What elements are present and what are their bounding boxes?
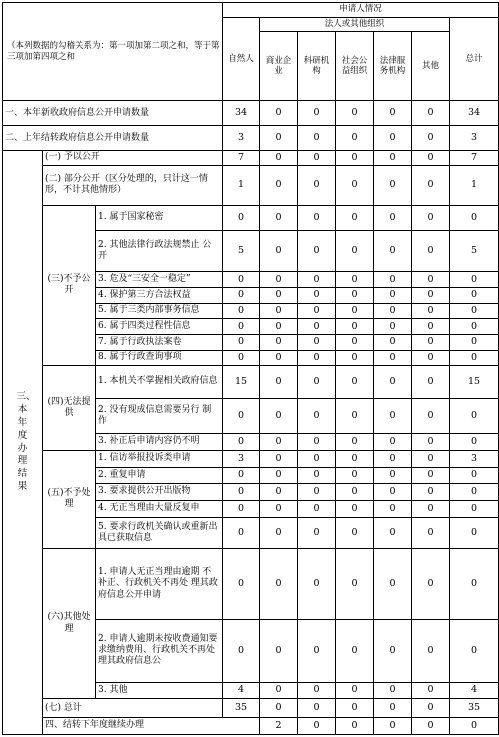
value-cell: 0 (298, 319, 336, 335)
value-cell: 0 (298, 350, 336, 366)
group-label: (四)无法提供 (43, 366, 96, 451)
value-cell: 0 (374, 718, 412, 735)
value-cell: 0 (260, 101, 298, 126)
value-cell: 0 (336, 350, 374, 366)
col-header-nonprofit: 社会公益组织 (336, 32, 374, 101)
value-cell: 0 (374, 101, 412, 126)
value-cell: 0 (450, 272, 499, 288)
value-cell: 0 (260, 619, 298, 682)
value-cell: 0 (223, 205, 260, 230)
value-cell: 0 (374, 398, 412, 434)
value-cell: 0 (260, 699, 298, 718)
value-cell: 0 (223, 287, 260, 303)
table-row (3, 205, 499, 230)
value-cell: 0 (298, 366, 336, 398)
value-cell: 0 (374, 517, 412, 548)
value-cell: 0 (412, 272, 450, 288)
table-row (3, 699, 499, 718)
value-cell: 0 (412, 287, 450, 303)
value-cell: 0 (450, 619, 499, 682)
row-label: 5. 要求行政机关确认或重新出具已获取信息 (96, 517, 223, 548)
value-cell: 0 (336, 398, 374, 434)
value-cell: 3 (450, 450, 499, 467)
value-cell: 1 (223, 165, 260, 205)
value-cell: 0 (412, 230, 450, 272)
value-cell: 0 (412, 303, 450, 319)
value-cell: 0 (260, 484, 298, 501)
value-cell: 0 (450, 319, 499, 335)
value-cell: 0 (412, 126, 450, 151)
value-cell: 0 (412, 434, 450, 451)
value-cell: 2 (260, 718, 298, 735)
value-cell: 0 (450, 398, 499, 434)
value-cell: 7 (450, 151, 499, 166)
row-label: 6. 属于四类过程性信息 (96, 319, 223, 335)
value-cell: 0 (223, 484, 260, 501)
value-cell: 0 (336, 699, 374, 718)
value-cell: 15 (223, 366, 260, 398)
value-cell: 0 (374, 319, 412, 335)
row-label: 3. 补正后申请内容仍不明 (96, 434, 223, 451)
value-cell: 0 (412, 517, 450, 548)
natural-person-header: 自然人 (223, 17, 260, 101)
value-cell: 0 (336, 101, 374, 126)
row-label: (二) 部分公开（区分处理的，只计这一情形，不计其他情形） (43, 165, 223, 205)
value-cell: 0 (374, 230, 412, 272)
value-cell: 0 (412, 205, 450, 230)
value-cell: 0 (298, 619, 336, 682)
value-cell: 0 (412, 718, 450, 735)
value-cell: 0 (298, 450, 336, 467)
table-row (3, 151, 499, 166)
row-label: 1. 本机关不掌握相关政府信息 (96, 366, 223, 398)
table-row (3, 450, 499, 467)
value-cell: 3 (223, 126, 260, 151)
col-header-research: 科研机构 (298, 32, 336, 101)
row-label: 3. 危及“三安全一稳定” (96, 272, 223, 288)
value-cell: 0 (336, 230, 374, 272)
value-cell: 0 (374, 450, 412, 467)
value-cell: 0 (450, 718, 499, 735)
group-label: (五)不予处理 (43, 450, 96, 548)
value-cell: 0 (412, 548, 450, 619)
group-label: (六)其他处理 (43, 548, 96, 698)
value-cell: 0 (412, 334, 450, 350)
value-cell: 0 (298, 334, 336, 350)
value-cell: 0 (260, 319, 298, 335)
value-cell: 0 (336, 450, 374, 467)
value-cell: 0 (336, 126, 374, 151)
value-cell: 0 (450, 548, 499, 619)
value-cell: 0 (336, 303, 374, 319)
row-label: 2. 没有现成信息需要另行 制作 (96, 398, 223, 434)
value-cell: 5 (450, 230, 499, 272)
value-cell: 0 (374, 467, 412, 484)
value-cell: 0 (260, 350, 298, 366)
value-cell: 0 (260, 548, 298, 619)
value-cell: 0 (298, 548, 336, 619)
value-cell: 0 (374, 699, 412, 718)
value-cell: 0 (412, 699, 450, 718)
value-cell: 0 (223, 272, 260, 288)
value-cell: 0 (412, 484, 450, 501)
value-cell: 0 (298, 467, 336, 484)
value-cell: 0 (336, 467, 374, 484)
table-row (3, 548, 499, 619)
col-header-business: 商业企业 (260, 32, 298, 101)
value-cell: 0 (260, 205, 298, 230)
table-row (3, 165, 499, 205)
value-cell: 0 (450, 484, 499, 501)
value-cell: 0 (260, 517, 298, 548)
value-cell: 34 (223, 101, 260, 126)
row-label: (七) 总计 (43, 699, 223, 718)
row-label: (一) 予以公开 (43, 151, 223, 166)
value-cell: 0 (412, 350, 450, 366)
value-cell: 1 (450, 165, 499, 205)
value-cell: 0 (374, 548, 412, 619)
value-cell: 7 (223, 151, 260, 166)
section-3-text: 三、本年度办理结果 (16, 391, 36, 493)
value-cell: 0 (298, 230, 336, 272)
value-cell: 0 (336, 434, 374, 451)
value-cell: 5 (223, 230, 260, 272)
table-row (3, 366, 499, 398)
value-cell: 0 (223, 517, 260, 548)
value-cell: 0 (298, 699, 336, 718)
value-cell: 0 (298, 682, 336, 699)
value-cell: 0 (223, 319, 260, 335)
value-cell: 0 (298, 398, 336, 434)
group-label: (三)不予公开 (43, 205, 96, 366)
value-cell: 0 (412, 619, 450, 682)
value-cell: 0 (336, 366, 374, 398)
value-cell: 0 (374, 165, 412, 205)
value-cell: 0 (336, 319, 374, 335)
value-cell: 0 (450, 500, 499, 517)
gov-info-disclosure-table (2, 2, 499, 735)
value-cell: 0 (298, 434, 336, 451)
row-label: 7. 属于行政执法案卷 (96, 334, 223, 350)
value-cell: 0 (336, 484, 374, 501)
row-label: 4. 无正当理由大量反复申 (96, 500, 223, 517)
value-cell: 0 (336, 287, 374, 303)
value-cell: 0 (412, 151, 450, 166)
value-cell: 0 (336, 272, 374, 288)
value-cell: 0 (374, 272, 412, 288)
value-cell: 0 (223, 467, 260, 484)
value-cell: 0 (374, 484, 412, 501)
value-cell: 4 (450, 682, 499, 699)
value-cell: 0 (336, 500, 374, 517)
value-cell: 0 (223, 350, 260, 366)
value-cell: 0 (260, 500, 298, 517)
value-cell: 0 (260, 230, 298, 272)
row-label: 8. 属于行政查询事项 (96, 350, 223, 366)
value-cell: 0 (223, 434, 260, 451)
value-cell: 0 (412, 165, 450, 205)
value-cell: 0 (336, 718, 374, 735)
value-cell: 0 (298, 272, 336, 288)
value-cell: 0 (412, 398, 450, 434)
value-cell: 0 (298, 484, 336, 501)
value-cell: 3 (450, 126, 499, 151)
value-cell: 0 (450, 303, 499, 319)
value-cell: 0 (374, 205, 412, 230)
value-cell: 0 (450, 350, 499, 366)
row-label: 四、结转下年度继续办理 (43, 718, 260, 735)
value-cell: 0 (260, 366, 298, 398)
value-cell: 0 (336, 334, 374, 350)
value-cell: 0 (298, 500, 336, 517)
value-cell: 0 (298, 303, 336, 319)
value-cell: 0 (450, 434, 499, 451)
value-cell: 0 (260, 126, 298, 151)
value-cell: 0 (223, 619, 260, 682)
value-cell: 3 (223, 450, 260, 467)
value-cell: 0 (412, 450, 450, 467)
row-label: 2. 其他法律行政法规禁止 公开 (96, 230, 223, 272)
section-3-label (3, 151, 43, 735)
value-cell: 35 (223, 699, 260, 718)
value-cell: 0 (374, 434, 412, 451)
value-cell: 0 (374, 366, 412, 398)
row-label: 3. 要求提供公开出版物 (96, 484, 223, 501)
value-cell: 0 (336, 619, 374, 682)
row-label: 3. 其他 (96, 682, 223, 699)
value-cell: 0 (260, 682, 298, 699)
value-cell: 0 (336, 205, 374, 230)
value-cell: 0 (260, 450, 298, 467)
value-cell: 0 (260, 272, 298, 288)
value-cell: 0 (336, 682, 374, 699)
value-cell: 0 (260, 334, 298, 350)
value-cell: 0 (223, 398, 260, 434)
value-cell: 0 (374, 619, 412, 682)
row-label: 一、本年新收政府信息公开申请数量 (3, 101, 223, 126)
value-cell: 0 (450, 467, 499, 484)
col-header-other: 其他 (412, 32, 450, 101)
row-label: 1. 属于国家秘密 (96, 205, 223, 230)
value-cell: 0 (298, 126, 336, 151)
value-cell: 0 (374, 682, 412, 699)
row-label: 二、上年结转政府信息公开申请数量 (3, 126, 223, 151)
value-cell: 0 (412, 467, 450, 484)
value-cell: 0 (223, 500, 260, 517)
value-cell: 0 (260, 287, 298, 303)
value-cell: 0 (374, 350, 412, 366)
value-cell: 0 (450, 287, 499, 303)
value-cell: 35 (450, 699, 499, 718)
value-cell: 0 (260, 467, 298, 484)
row-label: 1. 申请人无正当理由逾期 不补正、行政机关不再处 理其政府信息公开申请 (96, 548, 223, 619)
value-cell: 0 (374, 126, 412, 151)
table-row (3, 101, 499, 126)
value-cell: 0 (412, 500, 450, 517)
value-cell: 0 (223, 548, 260, 619)
total-header: 总计 (450, 17, 499, 101)
table-row (3, 718, 499, 735)
value-cell: 0 (412, 101, 450, 126)
col-header-legal: 法律服务机构 (374, 32, 412, 101)
value-cell: 0 (450, 334, 499, 350)
row-label: 2. 重复申请 (96, 467, 223, 484)
value-cell: 0 (298, 517, 336, 548)
value-cell: 0 (223, 334, 260, 350)
legal-group-header: 法人或其他组织 (260, 17, 450, 32)
value-cell: 0 (374, 334, 412, 350)
value-cell: 0 (223, 303, 260, 319)
value-cell: 0 (298, 718, 336, 735)
value-cell: 0 (412, 319, 450, 335)
row-label: 4. 保护第三方合法权益 (96, 287, 223, 303)
value-cell: 0 (336, 517, 374, 548)
row-label: 2. 申请人逾期未按收费通知要求缴纳费用、行政机关不再处理其政府信息公 (96, 619, 223, 682)
value-cell: 0 (450, 205, 499, 230)
value-cell: 15 (450, 366, 499, 398)
table-row (3, 126, 499, 151)
header-note: （本列数据的勾稽关系为：第一项加第二项之和，等于第三项加第四项之和 (3, 3, 223, 101)
value-cell: 34 (450, 101, 499, 126)
value-cell: 0 (336, 165, 374, 205)
value-cell: 0 (298, 165, 336, 205)
value-cell: 0 (260, 151, 298, 166)
value-cell: 0 (298, 287, 336, 303)
applicant-header: 申请人情况 (223, 3, 499, 18)
row-label: 5. 属于三类内部事务信息 (96, 303, 223, 319)
value-cell: 0 (374, 287, 412, 303)
value-cell: 0 (298, 205, 336, 230)
value-cell: 4 (223, 682, 260, 699)
value-cell: 0 (336, 548, 374, 619)
value-cell: 0 (450, 517, 499, 548)
value-cell: 0 (412, 682, 450, 699)
value-cell: 0 (412, 366, 450, 398)
value-cell: 0 (260, 165, 298, 205)
row-label: 1. 信访举报投诉类申请 (96, 450, 223, 467)
value-cell: 0 (374, 500, 412, 517)
value-cell: 0 (260, 434, 298, 451)
value-cell: 0 (374, 303, 412, 319)
value-cell: 0 (260, 398, 298, 434)
value-cell: 0 (298, 151, 336, 166)
value-cell: 0 (260, 303, 298, 319)
value-cell: 0 (336, 151, 374, 166)
value-cell: 0 (374, 151, 412, 166)
value-cell: 0 (298, 101, 336, 126)
